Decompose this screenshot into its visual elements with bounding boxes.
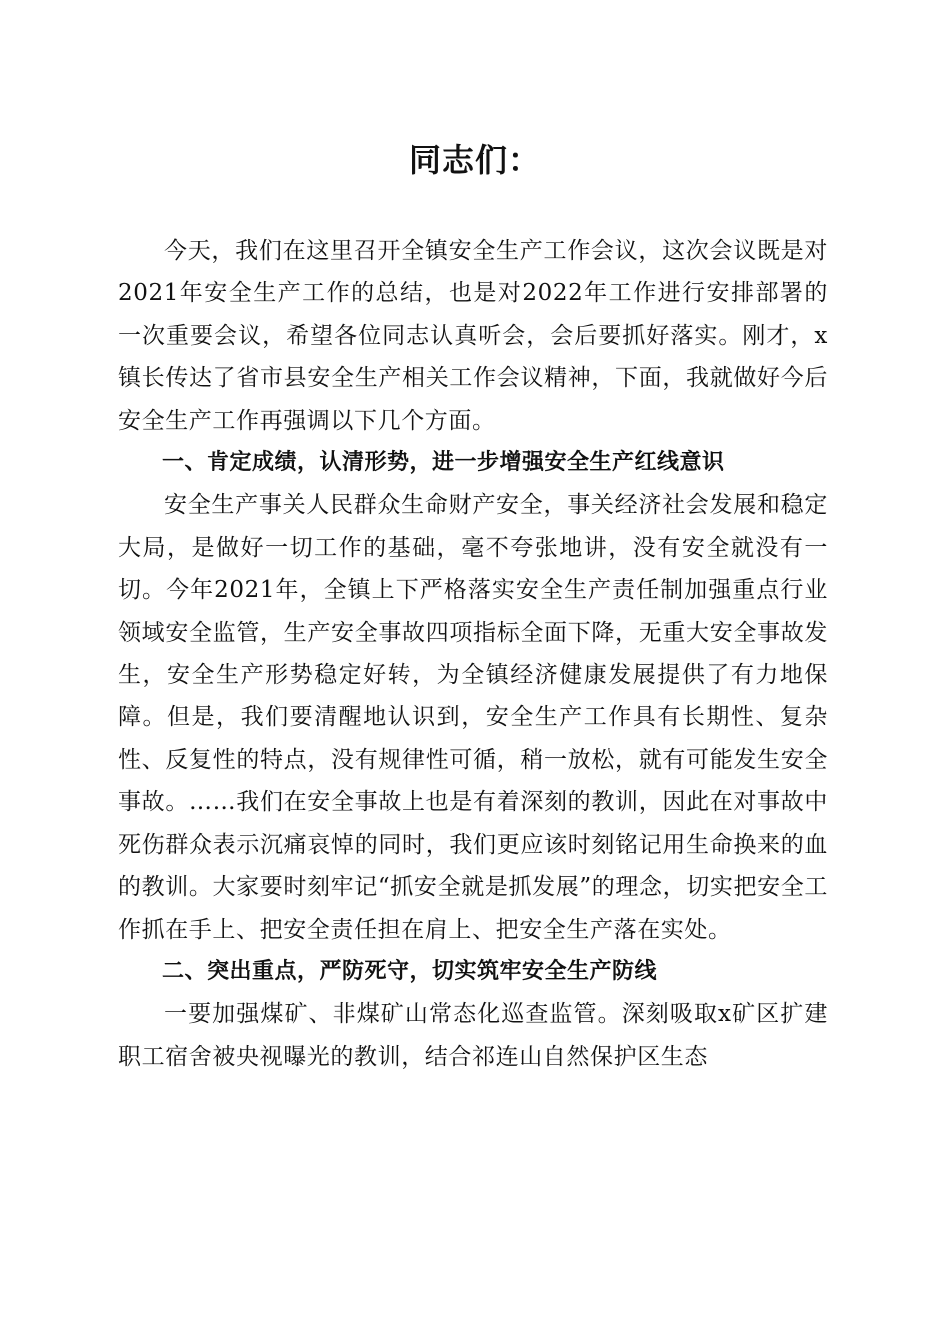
section-heading-2: 二、突出重点，严防死守，切实筑牢安全生产防线 (162, 958, 658, 984)
section-2-paragraph: 一要加强煤矿、非煤矿山常态化巡查监管。深刻吸取x矿区扩建职工宿舍被央视曝光的教训，结合祁连山自然保护区生态 (118, 1001, 828, 1070)
document-body (118, 230, 828, 1078)
intro-paragraph: 今天，我们在这里召开全镇安全生产工作会议，这次会议既是对2021年安全生产工作的总结，也是对2022年工作进行安排部署的一次重要会议，希望各位同志认真听会，会后要抓好落实。刚才，x镇长传达了省市县安全生产相关工作会议精神，下面，我就做好今后安全生产工作再强调以下几个方面。 (118, 238, 828, 434)
section-1-paragraph: 安全生产事关人民群众生命财产安全，事关经济社会发展和稳定大局，是做好一切工作的基础，毫不夸张地讲，没有安全就没有一切。今年2021年，全镇上下严格落实安全生产责任制加强重点行业领域安全监管，生产安全事故四项指标全面下降，无重大安全事故发生，安全生产形势稳定好转，为全镇经济健康发展提供了有力地保障。但是，我们要清醒地认识到，安全生产工作具有长期性、复杂性、反复性的特点，没有规律性可循，稍一放松，就有可能发生安全事故。……我们在安全事故上也是有着深刻的教训，因此在对事故中死伤群众表示沉痛哀悼的同时，我们更应该时刻铭记用生命换来的血的教训。大家要时刻牢记“抓安全就是抓发展”的理念，切实把安全工作抓在手上、把安全责任担在肩上、把安全生产落在实处。 (118, 492, 828, 943)
document-title: 同志们： (408, 141, 541, 179)
section-heading-1: 一、肯定成绩，认清形势，进一步增强安全生产红线意识 (162, 450, 725, 476)
